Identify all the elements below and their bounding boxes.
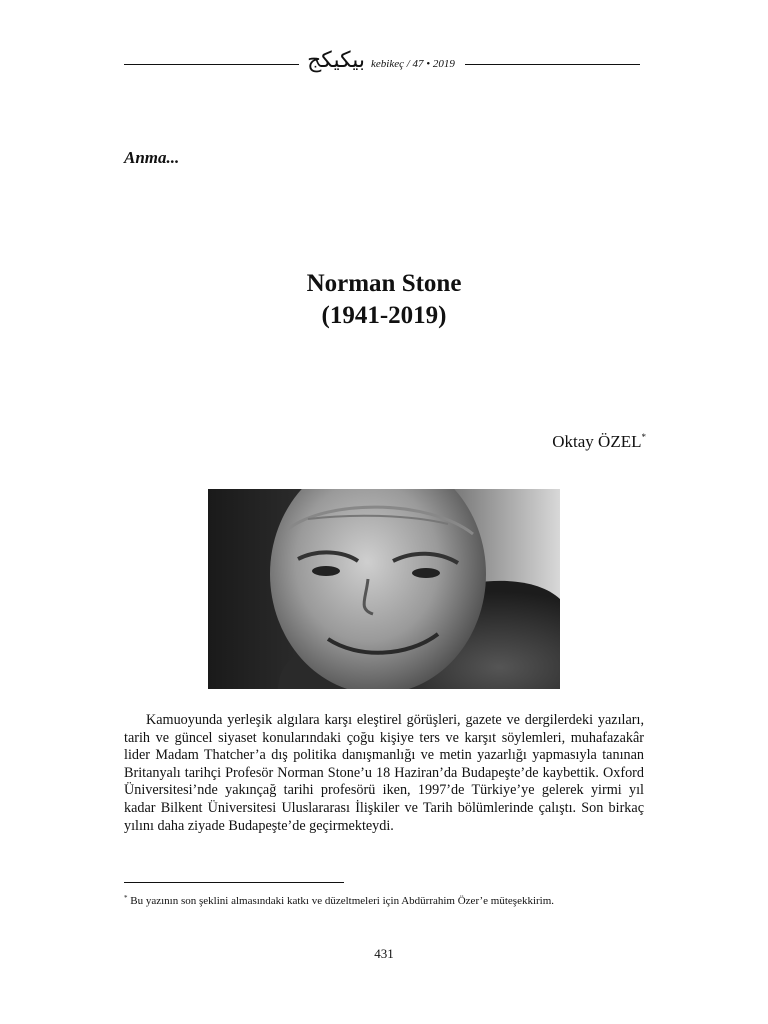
- portrait-image: [208, 489, 560, 689]
- article-title: [124, 268, 644, 332]
- author-footnote-mark: *: [641, 432, 646, 442]
- title-name: Norman Stone: [306, 270, 462, 297]
- article-body: Kamuoyunda yerleşik algılara karşı eleştirel görüşleri, gazete ve dergilerdeki yazıları, tarih ve güncel siyaset konularındaki çoğu kişiye ters ve karşıt söylemleri, muhafazakâr lider Madam Thatcher’a dış politika danışmanlığı ve metin yazarlığı yapmasıyla tanınan Britanyalı tarihçi Profesör Norman Stone’u 18 Haziran’da Budapeşte’de kaybettik. Oxford Üniversitesi’nde yakınçağ tarihi profesörü iken, 1997’de Türkiye’ye gelerek yirmi yıl kadar Bilkent Üniversitesi Uluslararası İlişkiler ve Tarih bölümlerinde çalıştı. Son birkaç yılını daha ziyade Budapeşte’de geçirmekteydi.: [124, 712, 644, 834]
- author-text: Oktay ÖZEL: [552, 432, 642, 451]
- footnote-rule: [124, 882, 344, 883]
- section-label: Anma...: [124, 148, 180, 167]
- author-name: [552, 432, 646, 452]
- journal-logo: بيكيكج: [307, 48, 366, 73]
- title-years: (1941-2019): [321, 302, 447, 329]
- page-number: 431: [374, 946, 394, 961]
- journal-issue: kebikeç / 47 • 2019: [371, 58, 455, 70]
- footnote-text: Bu yazının son şeklini almasındaki katkı ve düzeltmeleri için Abdürrahim Özer’e müteşekkirim.: [127, 895, 555, 907]
- running-header: [124, 50, 640, 78]
- header-rule-left: [124, 64, 299, 65]
- footnote-mark: *: [124, 894, 128, 902]
- header-rule-right: [465, 64, 640, 65]
- portrait-photo: [208, 489, 560, 689]
- footnote: [124, 891, 644, 908]
